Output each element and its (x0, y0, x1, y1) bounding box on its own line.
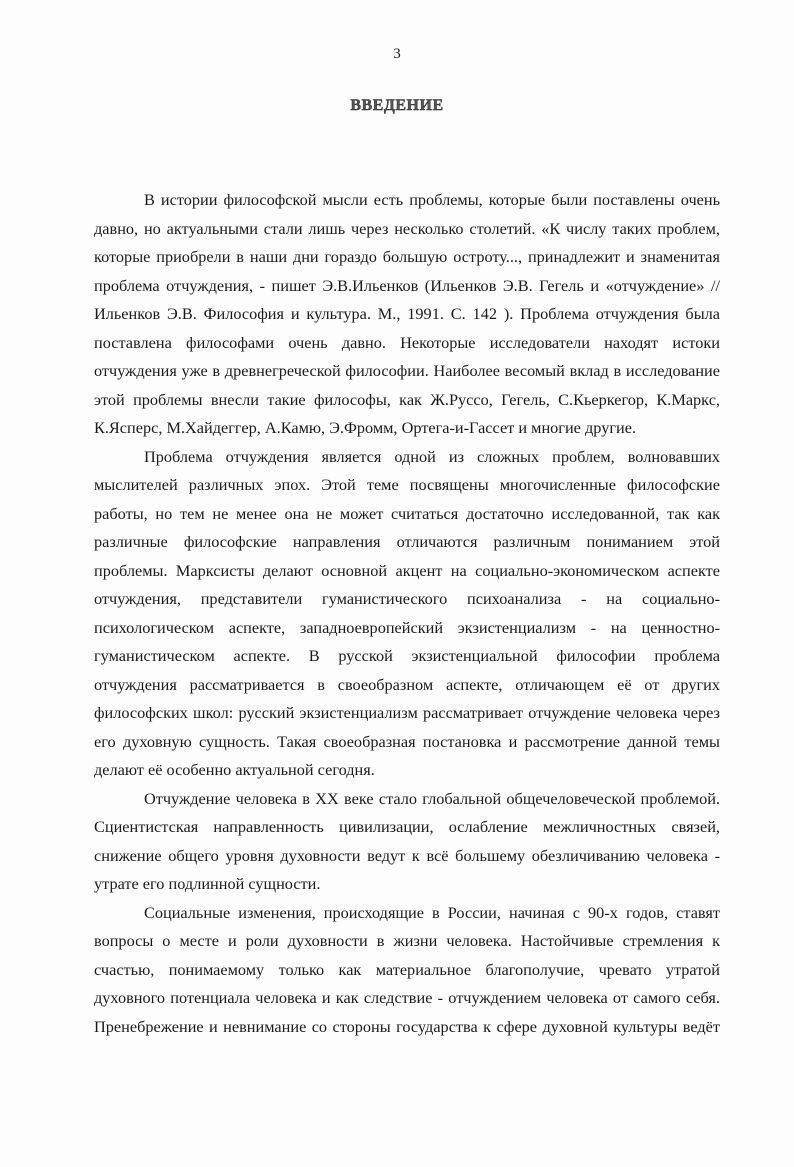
paragraph (94, 785, 720, 899)
text-line: этой проблемы внесли такие философы, как Ж.Руссо, Гегель, С.Кьеркегор, К.Маркс, (94, 389, 720, 409)
text-line: гуманистическом аспекте. В русской экзистенциальной философии проблема (94, 646, 720, 665)
text-line: Отчуждение человека в XX веке стало глобальной общечеловеческой проблемой. (144, 788, 720, 808)
text-line: Сциентистская направленность цивилизации, ослабление межличностных связей, (94, 817, 720, 836)
text-line: психологическом аспекте, западноевропейский экзистенциализм - на ценностно- (94, 617, 720, 637)
paragraph (94, 443, 720, 785)
text-line: вопросы о месте и роли духовности в жизни человека. Настойчивые стремления к (94, 931, 720, 950)
text-line: отчуждения, представители гуманистического психоанализа - на социально- (94, 589, 720, 608)
text-line: В истории философской мысли есть проблемы, которые были поставлены очень (144, 190, 720, 209)
text-line: Проблема отчуждения является одной из сложных проблем, волновавших (144, 446, 720, 466)
text-line: проблема отчуждения, - пишет Э.В.Ильенков (Ильенков Э.В. Гегель и «отчуждение» // (94, 275, 720, 295)
text-line: которые приобрели в наши дни гораздо большую остроту..., принадлежит и знаменитая (94, 247, 720, 266)
text-line: Ильенков Э.В. Философия и культура. М., 1991. С. 142 ). Проблема отчуждения была (94, 304, 720, 323)
text-line: отчуждения рассматривается в своеобразном аспекте, отличающем её от других (94, 674, 720, 694)
text-line: философских школ: русский экзистенциализм рассматривает отчуждение человека через (94, 703, 720, 722)
page-number: 3 (393, 46, 401, 62)
text-line: работы, но тем не менее она не может считаться достаточно исследованной, так как (94, 503, 720, 523)
section-heading: ВВЕДЕНИЕ (350, 97, 444, 114)
text-line: Пренебрежение и невнимание со стороны государства к сфере духовной культуры ведёт (94, 1016, 720, 1036)
text-line: К.Ясперс, М.Хайдеггер, А.Камю, Э.Фромм, Ортега-и-Гассет и многие другие. (94, 418, 637, 437)
text-line: делают её особенно актуальной сегодня. (94, 760, 375, 779)
paragraph (94, 186, 720, 443)
text-line: мыслителей различных эпох. Этой теме посвящены многочисленные философские (94, 475, 720, 494)
document-body (94, 186, 720, 1041)
text-line: давно, но актуальными стали лишь через несколько столетий. «К числу таких проблем, (94, 218, 720, 238)
paragraph (94, 899, 720, 1042)
text-line: его духовную сущность. Такая своеобразная постановка и рассмотрение данной темы (94, 731, 720, 751)
text-line: снижение общего уровня духовности ведут к всё большему обезличиванию человека - (94, 845, 720, 865)
text-line: счастью, понимаемому только как материальное благополучие, чревато утратой (94, 959, 720, 979)
text-line: Социальные изменения, происходящие в России, начиная с 90-х годов, ставят (144, 902, 720, 922)
text-line: различные философские направления отличаются различным пониманием этой (94, 532, 720, 551)
text-line: отчуждения уже в древнегреческой философии. Наиболее весомый вклад в исследование (94, 361, 720, 380)
text-line: духовного потенциала человека и как следствие - отчуждением человека от самого себя. (94, 988, 720, 1007)
text-line: утрате его подлинной сущности. (94, 874, 321, 893)
text-line: проблемы. Марксисты делают основной акцент на социально-экономическом аспекте (94, 560, 720, 580)
text-line: поставлена философами очень давно. Некоторые исследователи находят истоки (94, 332, 720, 352)
